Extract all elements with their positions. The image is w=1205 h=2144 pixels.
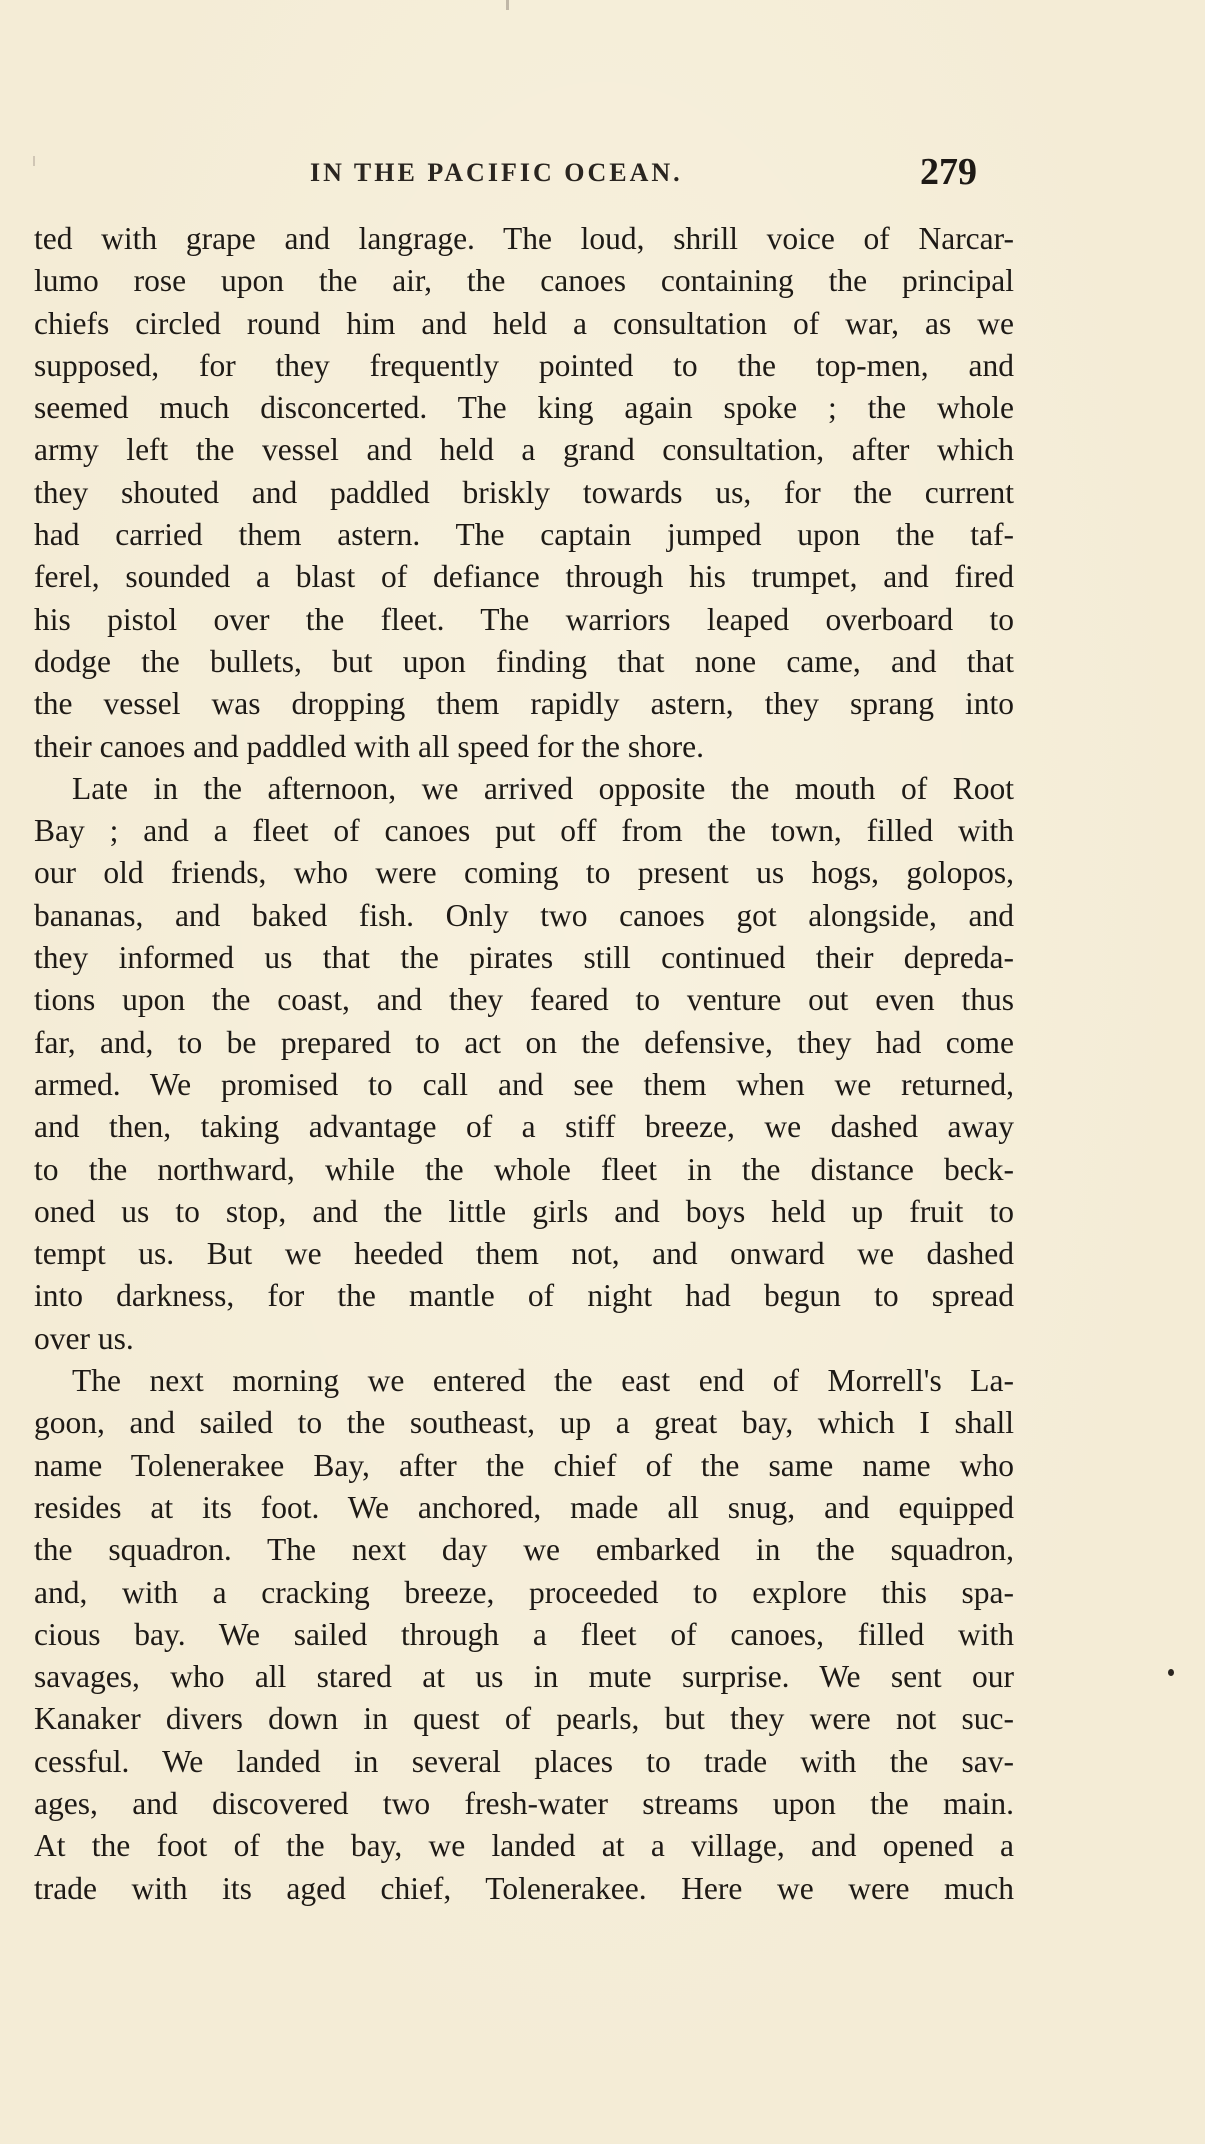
page-number: 279 (920, 151, 977, 193)
text-line: The next morning we entered the east end of Morrell's La- (72, 1363, 1014, 1399)
text-line: bananas, and baked fish. Only two canoes got alongside, and (34, 897, 1014, 933)
text-line: they shouted and paddled briskly towards us, for the current (34, 474, 1014, 510)
text-line: their canoes and paddled with all speed for the shore. (34, 728, 705, 764)
text-line: tions upon the coast, and they feared to venture out even thus (34, 982, 1014, 1018)
text-line: ferel, sounded a blast of defiance through his trumpet, and fired (34, 559, 1014, 595)
text-line: over us. (34, 1320, 134, 1356)
text-line: trade with its aged chief, Tolenerakee. Here we were much (34, 1870, 1014, 1906)
text-line: Late in the afternoon, we arrived opposite the mouth of Root (72, 770, 1014, 806)
text-line: dodge the bullets, but upon finding that none came, and that (34, 643, 1014, 679)
paragraph-1 (34, 218, 1014, 768)
body-text (34, 218, 1014, 1910)
text-line: name Tolenerakee Bay, after the chief of the same name who (34, 1447, 1014, 1483)
text-line: supposed, for they frequently pointed to the top-men, and (34, 347, 1014, 383)
text-line: chiefs circled round him and held a consultation of war, as we (34, 305, 1014, 341)
text-line: far, and, to be prepared to act on the defensive, they had come (34, 1024, 1014, 1060)
text-line: army left the vessel and held a grand consultation, after which (34, 432, 1014, 468)
text-line: and, with a cracking breeze, proceeded to explore this spa- (34, 1574, 1014, 1610)
paragraph-3 (34, 1360, 1014, 1910)
text-line: oned us to stop, and the little girls and boys held up fruit to (34, 1193, 1014, 1229)
text-line: cious bay. We sailed through a fleet of canoes, filled with (34, 1616, 1014, 1652)
running-title: IN THE PACIFIC OCEAN. (310, 158, 683, 187)
text-line: armed. We promised to call and see them when we returned, (34, 1066, 1014, 1102)
text-line: into darkness, for the mantle of night had begun to spread (34, 1278, 1014, 1314)
text-line: Kanaker divers down in quest of pearls, but they were not suc- (34, 1701, 1014, 1737)
running-header (0, 150, 1205, 196)
text-line: they informed us that the pirates still continued their depreda- (34, 940, 1014, 976)
text-line: Bay ; and a fleet of canoes put off from the town, filled with (34, 813, 1014, 849)
text-line: At the foot of the bay, we landed at a village, and opened a (34, 1828, 1014, 1864)
text-line: the squadron. The next day we embarked in the squadron, (34, 1532, 1014, 1568)
text-line: our old friends, who were coming to present us hogs, golopos, (34, 855, 1014, 891)
text-line: to the northward, while the whole fleet in the distance beck- (34, 1151, 1014, 1187)
text-line: and then, taking advantage of a stiff breeze, we dashed away (34, 1109, 1014, 1145)
text-line: seemed much disconcerted. The king again spoke ; the whole (34, 390, 1014, 426)
text-line: resides at its foot. We anchored, made all snug, and equipped (34, 1489, 1014, 1525)
text-line: goon, and sailed to the southeast, up a great bay, which I shall (34, 1405, 1014, 1441)
text-line: tempt us. But we heeded them not, and onward we dashed (34, 1236, 1014, 1272)
paragraph-2 (34, 768, 1014, 1360)
text-line: cessful. We landed in several places to trade with the sav- (34, 1743, 1014, 1779)
text-line: the vessel was dropping them rapidly astern, they sprang into (34, 686, 1014, 722)
text-line: his pistol over the fleet. The warriors leaped overboard to (34, 601, 1014, 637)
text-line: ages, and discovered two fresh-water streams upon the main. (34, 1785, 1014, 1821)
print-mark (506, 0, 509, 10)
text-line: ted with grape and langrage. The loud, shrill voice of Narcar- (34, 221, 1014, 256)
text-line: had carried them astern. The captain jumped upon the taf- (34, 517, 1014, 553)
text-line: savages, who all stared at us in mute surprise. We sent our (34, 1659, 1014, 1695)
margin-mark (1168, 1669, 1174, 1676)
text-line: lumo rose upon the air, the canoes containing the principal (34, 263, 1014, 299)
